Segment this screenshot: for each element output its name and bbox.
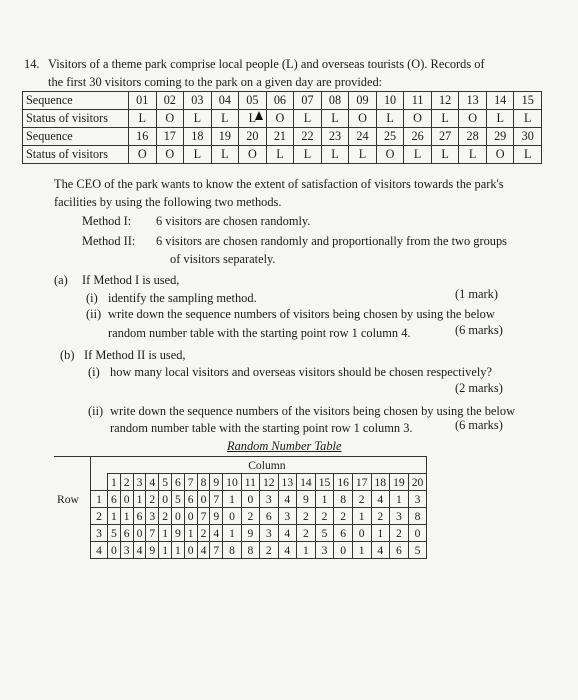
digit-cell: 0 <box>133 525 146 542</box>
seq-cell: 14 <box>486 92 514 110</box>
status-cell: O <box>239 146 267 164</box>
seq-cell: 05 <box>239 92 267 110</box>
method-1-text: 6 visitors are chosen randomly. <box>156 214 311 228</box>
seq-cell: 15 <box>514 92 542 110</box>
digit-cell: 3 <box>390 508 409 525</box>
digit-cell: 1 <box>223 525 242 542</box>
digit-cell: 2 <box>159 508 172 525</box>
part-b-i-marks: (2 marks) <box>455 381 503 395</box>
digit-cell: 1 <box>352 508 371 525</box>
digit-cell: 9 <box>210 508 223 525</box>
status-cell: O <box>459 110 487 128</box>
part-b-ii-text: write down the sequence numbers of the visitors being chosen by using the below <box>110 404 516 418</box>
row-label: Row <box>57 492 79 506</box>
digit-cell: 2 <box>334 508 353 525</box>
status-label: Status of visitors <box>23 146 129 164</box>
column-number: 10 <box>223 474 242 491</box>
part-a-ii-text-cont: random number table with the starting point row 1 column 4. <box>108 326 411 340</box>
seq-cell: 09 <box>349 92 377 110</box>
column-header-label-row <box>54 457 427 474</box>
column-number: 14 <box>297 474 316 491</box>
column-number-row <box>54 474 427 491</box>
method-1-label: Method I: <box>82 214 132 228</box>
visitor-table <box>22 91 542 164</box>
status-cell: L <box>211 110 239 128</box>
random-row-1 <box>54 491 427 508</box>
seq-cell: 19 <box>211 128 239 146</box>
status-cell: O <box>129 146 157 164</box>
digit-cell: 0 <box>184 508 197 525</box>
column-number: 9 <box>210 474 223 491</box>
digit-cell: 4 <box>371 491 390 508</box>
digit-cell: 8 <box>334 491 353 508</box>
method-2-label: Method II: <box>82 234 136 248</box>
digit-cell: 4 <box>278 491 297 508</box>
mouse-cursor-icon <box>255 111 263 120</box>
status-cell: L <box>431 146 459 164</box>
sequence-label: Sequence <box>23 128 129 146</box>
seq-cell: 28 <box>459 128 487 146</box>
seq-cell: 06 <box>266 92 294 110</box>
digit-cell: 1 <box>223 491 242 508</box>
digit-cell: 4 <box>278 542 297 559</box>
column-number: 16 <box>334 474 353 491</box>
seq-cell: 11 <box>404 92 432 110</box>
seq-cell: 04 <box>211 92 239 110</box>
status-cell: L <box>376 110 404 128</box>
row-number: 1 <box>91 491 108 508</box>
seq-cell: 20 <box>239 128 267 146</box>
random-row-3 <box>54 525 427 542</box>
ceo-line-2: facilities by using the following two methods. <box>54 195 282 209</box>
column-number: 17 <box>352 474 371 491</box>
digit-cell: 2 <box>146 491 159 508</box>
status-cell: L <box>404 146 432 164</box>
seq-cell: 18 <box>184 128 212 146</box>
digit-cell: 9 <box>241 525 259 542</box>
part-a-intro: If Method I is used, <box>82 273 180 287</box>
column-number: 3 <box>133 474 146 491</box>
digit-cell: 0 <box>171 508 184 525</box>
digit-cell: 1 <box>159 542 172 559</box>
seq-cell: 25 <box>376 128 404 146</box>
seq-cell: 10 <box>376 92 404 110</box>
digit-cell: 0 <box>223 508 242 525</box>
status-cell: L <box>129 110 157 128</box>
row-number: 4 <box>91 542 108 559</box>
digit-cell: 0 <box>120 491 133 508</box>
digit-cell: 2 <box>197 525 210 542</box>
column-number: 13 <box>278 474 297 491</box>
digit-cell: 9 <box>146 542 159 559</box>
question-line-1: Visitors of a theme park comprise local people (L) and overseas tourists (O). Records of <box>48 57 485 71</box>
digit-cell: 1 <box>371 525 390 542</box>
digit-cell: 0 <box>159 491 172 508</box>
seq-cell: 07 <box>294 92 322 110</box>
part-b-ii-num: (ii) <box>88 404 104 418</box>
status-cell: L <box>459 146 487 164</box>
digit-cell: 8 <box>408 508 427 525</box>
digit-cell: 9 <box>171 525 184 542</box>
digit-cell: 1 <box>390 491 409 508</box>
seq-cell: 30 <box>514 128 542 146</box>
random-number-table <box>54 456 427 559</box>
sequence-label: Sequence <box>23 92 129 110</box>
random-row-4 <box>54 542 427 559</box>
seq-cell: 13 <box>459 92 487 110</box>
digit-cell: 0 <box>408 525 427 542</box>
digit-cell: 2 <box>259 542 278 559</box>
part-a-i-text: identify the sampling method. <box>108 291 257 305</box>
digit-cell: 6 <box>108 491 121 508</box>
digit-cell: 1 <box>159 525 172 542</box>
seq-cell: 27 <box>431 128 459 146</box>
column-number: 5 <box>159 474 172 491</box>
digit-cell: 7 <box>210 542 223 559</box>
status-cell: L <box>294 146 322 164</box>
digit-cell: 5 <box>315 525 334 542</box>
digit-cell: 7 <box>197 508 210 525</box>
digit-cell: 1 <box>120 508 133 525</box>
digit-cell: 0 <box>241 491 259 508</box>
column-number: 12 <box>259 474 278 491</box>
column-number: 20 <box>408 474 427 491</box>
column-number: 8 <box>197 474 210 491</box>
part-a-ii-text: write down the sequence numbers of visitors being chosen by using the below <box>108 307 495 321</box>
status-cell: O <box>156 146 184 164</box>
seq-cell: 22 <box>294 128 322 146</box>
digit-cell: 5 <box>408 542 427 559</box>
question-line-2: the first 30 visitors coming to the park on a given day are provided: <box>48 75 383 89</box>
column-number: 18 <box>371 474 390 491</box>
seq-cell: 02 <box>156 92 184 110</box>
random-row-2 <box>54 508 427 525</box>
digit-cell: 1 <box>352 542 371 559</box>
status-cell: L <box>431 110 459 128</box>
digit-cell: 1 <box>184 525 197 542</box>
part-b-ii-text-cont: random number table with the starting point row 1 column 3. <box>110 421 413 435</box>
digit-cell: 8 <box>241 542 259 559</box>
digit-cell: 2 <box>315 508 334 525</box>
digit-cell: 2 <box>297 508 316 525</box>
part-a-ii-num: (ii) <box>86 307 102 321</box>
seq-cell: 21 <box>266 128 294 146</box>
digit-cell: 7 <box>146 525 159 542</box>
digit-cell: 0 <box>197 491 210 508</box>
digit-cell: 6 <box>133 508 146 525</box>
status-cell: O <box>404 110 432 128</box>
digit-cell: 4 <box>197 542 210 559</box>
digit-cell: 6 <box>184 491 197 508</box>
digit-cell: 2 <box>241 508 259 525</box>
column-number: 6 <box>171 474 184 491</box>
digit-cell: 0 <box>184 542 197 559</box>
digit-cell: 0 <box>108 542 121 559</box>
digit-cell: 1 <box>171 542 184 559</box>
part-b-i-text: how many local visitors and overseas visitors should be chosen respectively? <box>110 365 492 379</box>
part-a-i-marks: (1 mark) <box>455 287 499 301</box>
status-cell: L <box>266 146 294 164</box>
digit-cell: 6 <box>334 525 353 542</box>
digit-cell: 2 <box>371 508 390 525</box>
column-number: 11 <box>241 474 259 491</box>
seq-cell: 12 <box>431 92 459 110</box>
question-number: 14. <box>24 57 40 71</box>
method-2-text-cont: of visitors separately. <box>170 252 276 266</box>
row-number: 2 <box>91 508 108 525</box>
digit-cell: 2 <box>297 525 316 542</box>
digit-cell: 7 <box>210 491 223 508</box>
part-b-ii-marks: (6 marks) <box>455 418 503 432</box>
status-row-1 <box>23 110 542 128</box>
row-number: 3 <box>91 525 108 542</box>
part-a-i-num: (i) <box>86 291 98 305</box>
digit-cell: 3 <box>315 542 334 559</box>
status-cell: L <box>349 146 377 164</box>
status-cell: L <box>514 110 542 128</box>
digit-cell: 4 <box>133 542 146 559</box>
digit-cell: 9 <box>297 491 316 508</box>
digit-cell: 1 <box>108 508 121 525</box>
status-cell: L <box>211 146 239 164</box>
digit-cell: 0 <box>334 542 353 559</box>
status-cell: O <box>156 110 184 128</box>
digit-cell: 0 <box>352 525 371 542</box>
digit-cell: 3 <box>146 508 159 525</box>
digit-cell: 5 <box>171 491 184 508</box>
column-label: Column <box>108 457 427 474</box>
column-number: 19 <box>390 474 409 491</box>
seq-cell: 01 <box>129 92 157 110</box>
digit-cell: 6 <box>390 542 409 559</box>
status-cell: L <box>239 110 267 128</box>
digit-cell: 2 <box>352 491 371 508</box>
part-b-i-num: (i) <box>88 365 100 379</box>
status-cell: O <box>486 146 514 164</box>
digit-cell: 4 <box>210 525 223 542</box>
seq-cell: 16 <box>129 128 157 146</box>
digit-cell: 3 <box>259 491 278 508</box>
status-cell: L <box>184 110 212 128</box>
seq-cell: 08 <box>321 92 349 110</box>
digit-cell: 8 <box>223 542 242 559</box>
status-cell: L <box>294 110 322 128</box>
digit-cell: 3 <box>278 508 297 525</box>
column-number: 7 <box>184 474 197 491</box>
seq-cell: 24 <box>349 128 377 146</box>
part-b-intro: If Method II is used, <box>84 348 186 362</box>
ceo-line-1: The CEO of the park wants to know the extent of satisfaction of visitors towards the park's <box>54 177 504 191</box>
part-b-label: (b) <box>60 348 75 362</box>
digit-cell: 1 <box>297 542 316 559</box>
column-number: 4 <box>146 474 159 491</box>
column-number: 15 <box>315 474 334 491</box>
seq-cell: 26 <box>404 128 432 146</box>
seq-cell: 29 <box>486 128 514 146</box>
status-cell: O <box>349 110 377 128</box>
sequence-row-1 <box>23 92 542 110</box>
seq-cell: 17 <box>156 128 184 146</box>
seq-cell: 23 <box>321 128 349 146</box>
digit-cell: 4 <box>371 542 390 559</box>
seq-cell: 03 <box>184 92 212 110</box>
digit-cell: 6 <box>259 508 278 525</box>
column-number: 2 <box>120 474 133 491</box>
status-cell: L <box>321 110 349 128</box>
column-number: 1 <box>108 474 121 491</box>
digit-cell: 5 <box>108 525 121 542</box>
digit-cell: 4 <box>278 525 297 542</box>
digit-cell: 6 <box>120 525 133 542</box>
status-row-2 <box>23 146 542 164</box>
status-cell: O <box>376 146 404 164</box>
random-table-title: Random Number Table <box>227 439 342 453</box>
status-cell: O <box>266 110 294 128</box>
digit-cell: 1 <box>315 491 334 508</box>
sequence-row-2 <box>23 128 542 146</box>
status-cell: L <box>321 146 349 164</box>
digit-cell: 2 <box>390 525 409 542</box>
status-cell: L <box>514 146 542 164</box>
method-2-text: 6 visitors are chosen randomly and proportionally from the two groups <box>156 234 507 248</box>
status-label: Status of visitors <box>23 110 129 128</box>
digit-cell: 3 <box>259 525 278 542</box>
part-a-ii-marks: (6 marks) <box>455 323 503 337</box>
status-cell: L <box>184 146 212 164</box>
status-cell: L <box>486 110 514 128</box>
digit-cell: 1 <box>133 491 146 508</box>
digit-cell: 3 <box>408 491 427 508</box>
part-a-label: (a) <box>54 273 68 287</box>
digit-cell: 3 <box>120 542 133 559</box>
